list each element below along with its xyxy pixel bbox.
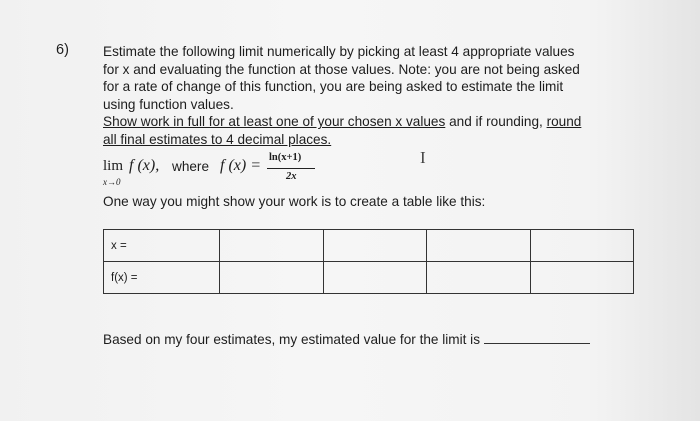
table-row-fx (104, 262, 634, 294)
decimal-places-text: all final estimates to 4 decimal places. (103, 131, 332, 147)
work-requirement-line-1 (103, 113, 613, 131)
fraction-denominator: 2x (286, 171, 297, 182)
final-estimate-line (103, 331, 590, 347)
answer-blank[interactable] (484, 331, 590, 344)
instructions (103, 43, 613, 149)
question-number: 6) (56, 42, 69, 58)
table-row-x (104, 230, 634, 262)
x-value-cell[interactable] (427, 230, 531, 262)
work-requirement-line-2 (103, 131, 613, 149)
lim-operator: lim (103, 158, 124, 174)
final-statement-text: Based on my four estimates, my estimated value for the limit is (103, 332, 480, 347)
fraction-numerator: ln(x+1) (269, 152, 302, 163)
x-value-cell[interactable] (530, 230, 634, 262)
fraction-bar (267, 168, 315, 169)
rounding-connector-text: and if rounding, (445, 114, 547, 130)
values-table (103, 229, 634, 294)
show-work-text: Show work in full for at least one of your chosen x values (103, 114, 446, 130)
fx-value-cell[interactable] (220, 262, 324, 294)
instruction-line-1: Estimate the following limit numerically by picking at least 4 appropriate values (103, 44, 575, 59)
instruction-line-4: using function values. (103, 96, 234, 112)
fx-value-cell[interactable] (530, 262, 634, 294)
function-definition-lhs: f (x) = (220, 157, 261, 174)
instruction-line-3: for a rate of change of this function, you are being asked to estimate the limit (103, 79, 564, 95)
x-value-cell[interactable] (220, 230, 324, 262)
text-cursor-icon: I (420, 148, 426, 167)
limit-function: f (x), (129, 157, 160, 174)
where-word: where (172, 159, 210, 174)
fx-row-label: f(x) = (104, 262, 220, 294)
x-row-label: x = (104, 230, 220, 262)
round-text: round (546, 114, 582, 130)
instruction-line-2: for x and evaluating the function at those values. Note: you are not being asked (103, 61, 580, 77)
fx-value-cell[interactable] (323, 262, 427, 294)
table-intro-text: One way you might show your work is to create a table like this: (103, 194, 486, 209)
lim-subscript: x→0 (103, 177, 121, 187)
limit-formula (103, 150, 363, 188)
x-value-cell[interactable] (323, 230, 427, 262)
fx-value-cell[interactable] (427, 262, 531, 294)
